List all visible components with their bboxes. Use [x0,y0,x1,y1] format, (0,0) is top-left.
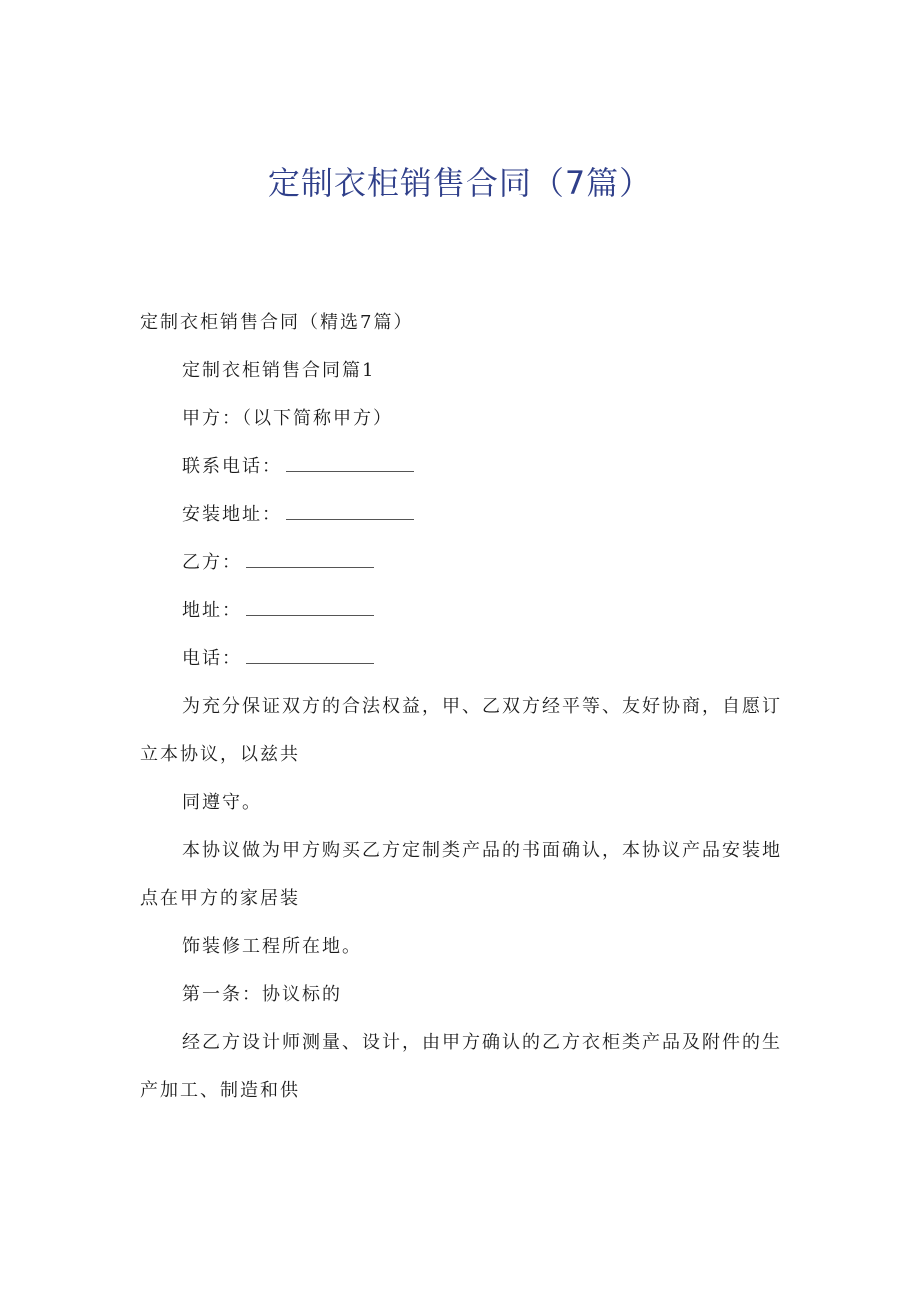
install-address-label: 安装地址： [182,504,282,525]
paragraph-3-line-1: 经乙方设计师测量、设计，由甲方确认的乙方衣柜类产品及附件的生 [182,1032,782,1053]
clause-1-heading: 第一条：协议标的 [182,984,342,1005]
paragraph-1-line-2: 立本协议，以兹共 [140,744,300,765]
address-line [182,599,374,623]
contact-phone-label: 联系电话： [182,456,282,477]
paragraph-2-line-3: 饰装修工程所在地。 [182,936,362,957]
install-address-line [182,503,414,527]
install-address-blank [286,503,414,520]
contact-phone-line [182,455,414,479]
party-b-blank [246,551,374,568]
phone-label: 电话： [182,648,242,669]
paragraph-2-line-1: 本协议做为甲方购买乙方定制类产品的书面确认，本协议产品安装地 [182,840,782,861]
article-heading: 定制衣柜销售合同篇1 [182,360,376,381]
address-label: 地址： [182,600,242,621]
party-b-line [182,551,374,575]
paragraph-3-line-2: 产加工、制造和供 [140,1080,300,1101]
phone-blank [246,647,374,664]
contact-phone-blank [286,455,414,472]
phone-line [182,647,374,671]
party-a-line: 甲方：（以下简称甲方） [182,408,393,429]
address-blank [246,599,374,616]
document-subtitle: 定制衣柜销售合同（精选7篇） [140,312,414,333]
paragraph-2-line-2: 点在甲方的家居装 [140,888,300,909]
party-b-label: 乙方： [182,552,242,573]
document-title: 定制衣柜销售合同（7篇） [267,164,653,202]
paragraph-1-line-1: 为充分保证双方的合法权益，甲、乙双方经平等、友好协商，自愿订 [182,696,782,717]
paragraph-1-line-3: 同遵守。 [182,792,262,813]
